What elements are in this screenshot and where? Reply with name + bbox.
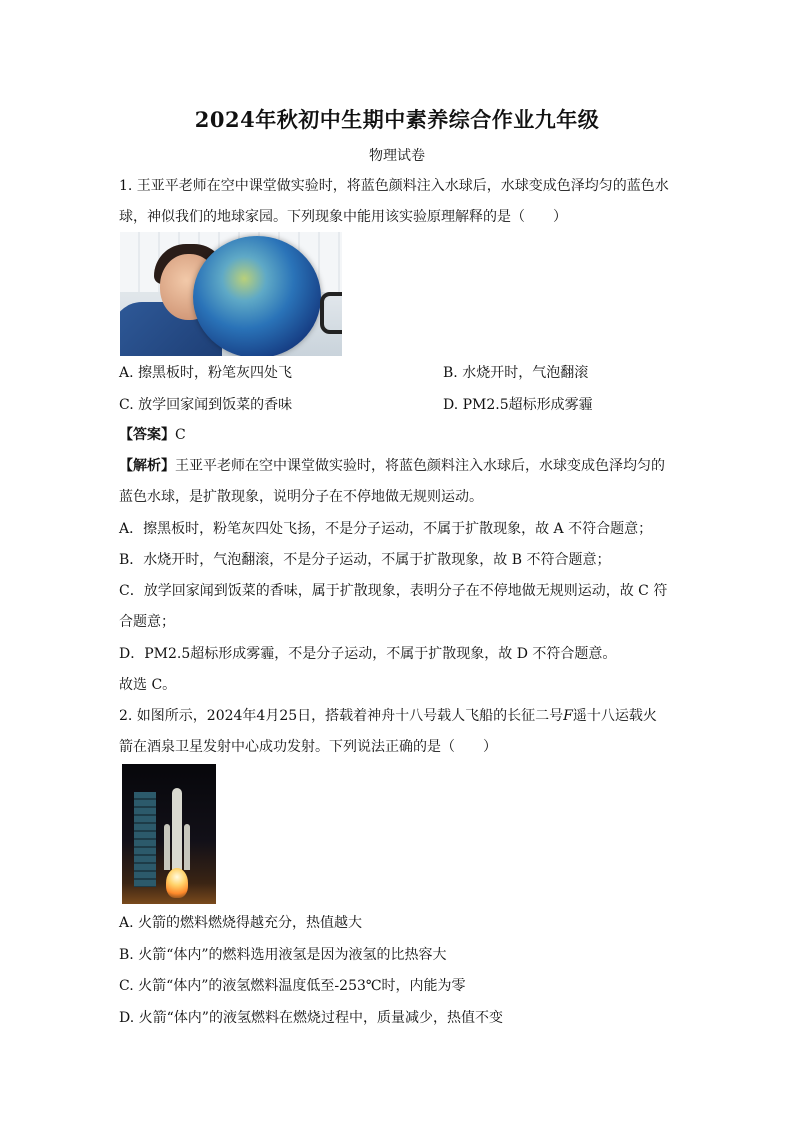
answer-label: 【答案】 (119, 427, 175, 443)
launch-tower (134, 792, 156, 887)
rocket-flame (166, 868, 188, 898)
blue-water-ball (193, 236, 321, 356)
background-ring (320, 292, 342, 334)
rocket-booster-left (164, 824, 170, 870)
q1-stem-line-2: 球，神似我们的地球家园。下列现象中能用该实验原理解释的是（ ） (119, 209, 567, 225)
answer-value: C (175, 427, 186, 443)
q1-option-c: C. 放学回家闻到饭菜的香味 (119, 397, 293, 413)
rocket-body (172, 788, 182, 870)
q1-water-ball-photo (120, 232, 342, 356)
page-subtitle: 物理试卷 (369, 148, 425, 164)
q2-stem-line-2: 箭在酒泉卫星发射中心成功发射。下列说法正确的是（ ） (119, 739, 497, 755)
q1-option-a: A. 擦黑板时，粉笔灰四处飞 (119, 365, 293, 381)
q1-analysis-line-2: 蓝色水球，是扩散现象，说明分子在不停地做无规则运动。 (119, 489, 483, 505)
q1-option-d: D. PM2.5超标形成雾霾 (443, 397, 593, 413)
q1-analysis-d: D．PM2.5超标形成雾霾，不是分子运动，不属于扩散现象，故 D 不符合题意。 (119, 646, 617, 662)
q1-option-b: B. 水烧开时，气泡翻滚 (443, 365, 589, 381)
q2-stem-line-1 (119, 706, 679, 726)
q2-option-d: D. 火箭“体内”的液氢燃料在燃烧过程中，质量减少，热值不变 (119, 1010, 503, 1026)
q1-analysis-a: A．擦黑板时，粉笔灰四处飞扬，不是分子运动，不属于扩散现象，故 A 不符合题意； (119, 521, 653, 537)
q2-option-a: A. 火箭的燃料燃烧得越充分，热值越大 (119, 915, 363, 931)
q2-option-c: C. 火箭“体内”的液氢燃料温度低至-253℃时，内能为零 (119, 978, 466, 994)
analysis-label: 【解析】 (119, 458, 175, 474)
analysis-text-1: 王亚平老师在空中课堂做实验时，将蓝色颜料注入水球后，水球变成色泽均匀的 (175, 458, 665, 474)
q2-stem-part-1: 2. 如图所示，2024年4月25日，搭载着神舟十八号载人飞船的长征二号 (119, 708, 564, 724)
rocket-booster-right (184, 824, 190, 870)
q2-option-b: B. 火箭“体内”的燃料选用液氢是因为液氢的比热容大 (119, 947, 447, 963)
page-title: 2024年秋初中生期中素养综合作业九年级 (194, 107, 600, 132)
q1-analysis-b: B．水烧开时，气泡翻滚，不是分子运动，不属于扩散现象，故 B 不符合题意； (119, 552, 611, 568)
q1-analysis-c-2: 合题意； (119, 614, 175, 630)
q2-rocket-launch-photo (122, 764, 216, 904)
q1-analysis-c-1: C．放学回家闻到饭菜的香味，属于扩散现象，表明分子在不停地做无规则运动，故 C 符 (119, 583, 668, 599)
q2-stem-italic-f: F (563, 708, 573, 724)
q1-answer (119, 425, 679, 445)
q1-conclusion: 故选 C。 (119, 677, 177, 693)
q1-analysis-line-1 (119, 456, 679, 476)
q2-stem-part-2: 遥十八运载火 (572, 708, 657, 724)
q1-stem-line-1: 1. 王亚平老师在空中课堂做实验时，将蓝色颜料注入水球后，水球变成色泽均匀的蓝色水 (119, 178, 669, 194)
